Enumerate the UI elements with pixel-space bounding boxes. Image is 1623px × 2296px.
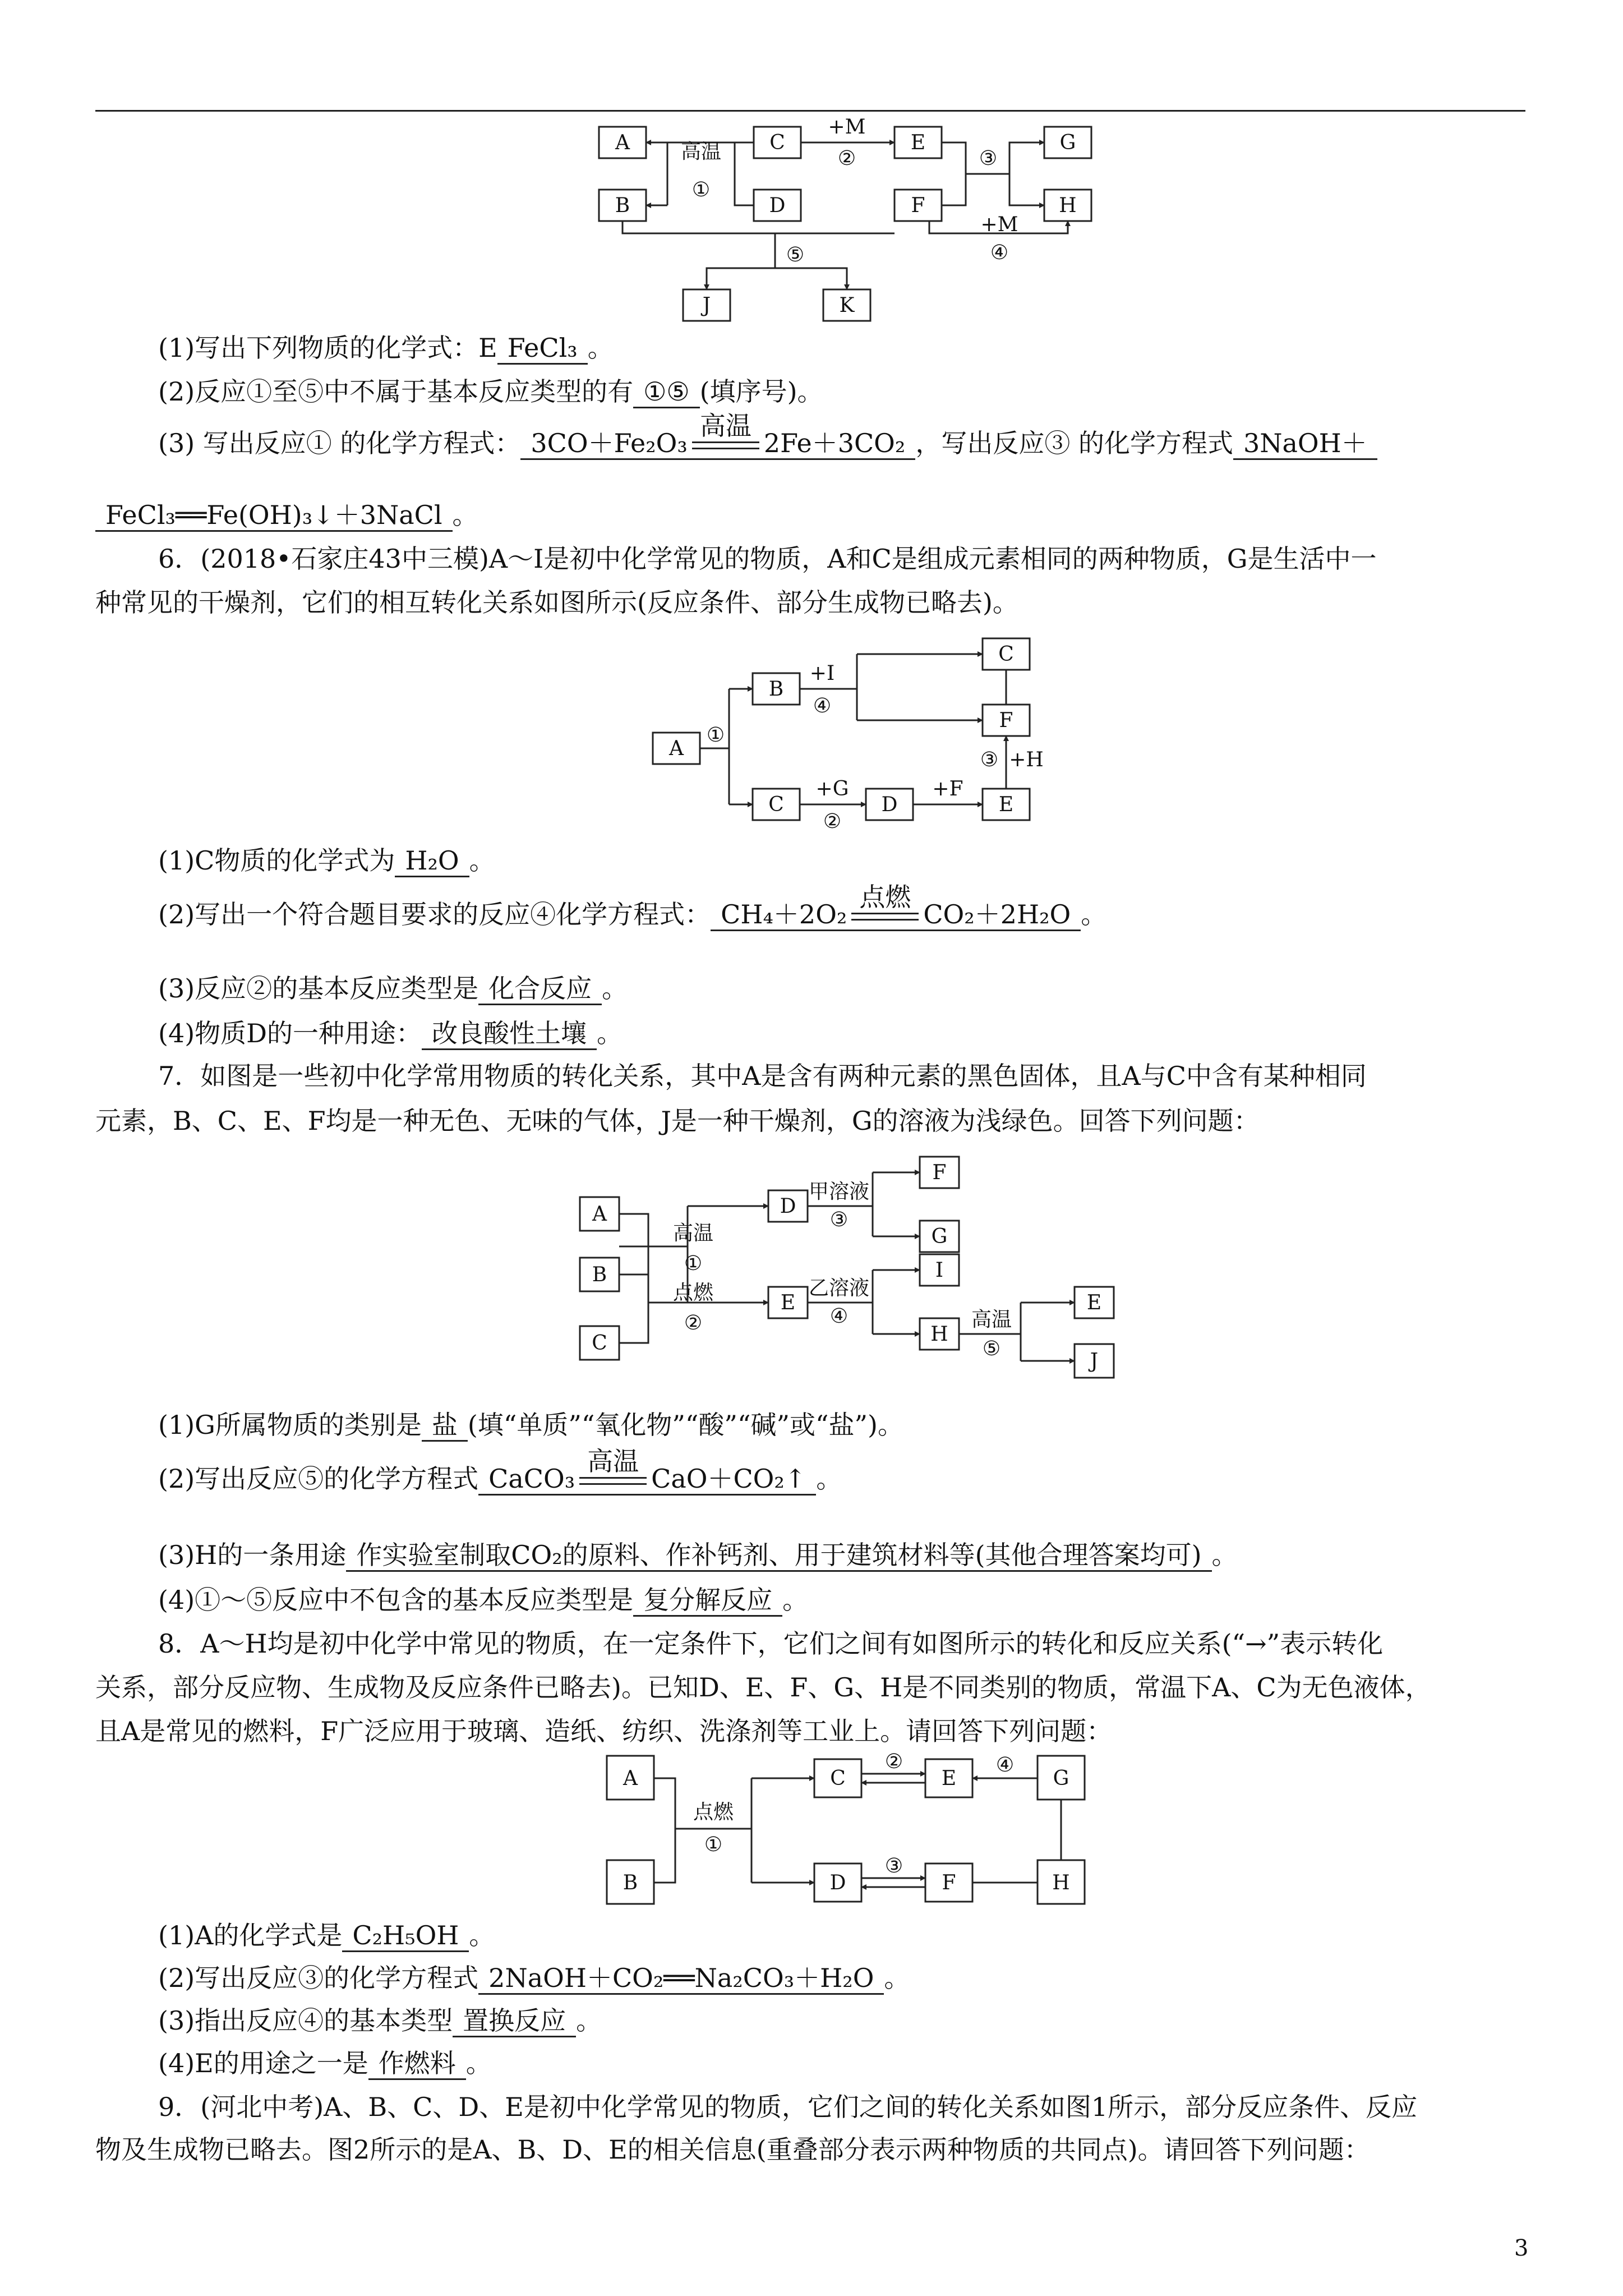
q7-box-h: H xyxy=(930,1323,948,1346)
q6-box-a: A xyxy=(669,737,684,760)
q8-label-3: ③ xyxy=(884,1855,903,1878)
q6-box-f: F xyxy=(999,709,1013,732)
q9-stem-2: 物及生成物已略去。图2所示的是A、B、D、E的相关信息(重叠部分表示两种物质的共同点)。请回答下列问题： xyxy=(95,2134,1370,2165)
q7-line-3: (3)H的一条用途 作实验室制取CO₂的原料、作补钙剂、用于建筑材料等(其他合理答案均可) 。 xyxy=(158,1538,1238,1572)
q8-line-3: (3)指出反应④的基本类型 置换反应 。 xyxy=(158,2004,602,2037)
q5-box-c: C xyxy=(769,131,785,154)
q6-label-plusf: +F xyxy=(932,777,963,800)
q5-answer-4a: 3NaOH＋ xyxy=(1233,428,1377,460)
q7-label-4: ④ xyxy=(829,1305,849,1328)
q5-line-4: FeCl₃══Fe(OH)₃↓＋3NaCl 。 xyxy=(95,498,478,532)
q7-answer-3: 作实验室制取CO₂的原料、作补钙剂、用于建筑材料等(其他合理答案均可) xyxy=(346,1540,1211,1572)
q7-answer-1: 盐 xyxy=(422,1410,468,1442)
q8-diagram xyxy=(0,1750,1623,1924)
q8-box-c: C xyxy=(830,1767,846,1790)
q6-answer-4: 改良酸性土壤 xyxy=(422,1018,597,1050)
q8-answer-2: 2NaOH＋CO₂══Na₂CO₃＋H₂O xyxy=(478,1963,884,1995)
q8-label-4: ④ xyxy=(995,1754,1015,1777)
q6-line-3: (3)反应②的基本反应类型是 化合反应 。 xyxy=(158,972,628,1005)
page-number: 3 xyxy=(1514,2235,1529,2261)
q5-label-2: ② xyxy=(837,147,856,170)
q5-diagram xyxy=(0,0,1623,348)
q8-answer-4: 作燃料 xyxy=(368,2048,466,2080)
q5-label-plusm1: +M xyxy=(828,116,866,139)
q8-box-h: H xyxy=(1052,1871,1070,1894)
q7-label-5: ⑤ xyxy=(982,1337,1001,1360)
q8-stem-1: 8．A～H均是初中化学中常见的物质，在一定条件下，它们之间有如图所示的转化和反应关系(“→”表示转化 xyxy=(158,1628,1384,1659)
q5-answer-1: FeCl₃ xyxy=(497,333,588,365)
q8-box-e: E xyxy=(941,1767,957,1790)
q6-line-2: (2)写出一个符合题目要求的反应④化学方程式： CH₄＋2O₂ 点燃 CO₂＋2H₂O 。 xyxy=(158,875,1106,954)
q8-answer-3: 置换反应 xyxy=(453,2005,576,2037)
q6-line-4: (4)物质D的一种用途： 改良酸性土壤 。 xyxy=(158,1016,623,1050)
q5-box-h: H xyxy=(1059,194,1077,217)
q5-label-plusm2: +M xyxy=(980,213,1018,236)
q7-box-j: J xyxy=(1090,1350,1099,1373)
q7-box-e: E xyxy=(780,1291,796,1314)
q6-box-c-upper: C xyxy=(998,643,1014,666)
q7-line-1: (1)G所属物质的类别是 盐 (填“单质”“氧化物”“酸”“碱”或“盐”)。 xyxy=(158,1408,903,1442)
q6-label-4: ④ xyxy=(813,694,832,717)
q5-box-k: K xyxy=(839,294,855,317)
q7-label-3: ③ xyxy=(829,1208,849,1231)
q7-answer-2: CaCO₃ 高温 CaO＋CO₂↑ xyxy=(478,1447,816,1496)
q7-answer-4: 复分解反应 xyxy=(633,1585,782,1617)
q5-box-f: F xyxy=(911,194,925,217)
q7-box-f: F xyxy=(932,1161,947,1184)
q7-label-gaowen2: 高温 xyxy=(971,1308,1012,1331)
q6-label-plush: +H xyxy=(1009,748,1044,771)
q6-label-plusi: +I xyxy=(809,662,835,685)
q8-box-a: A xyxy=(623,1767,638,1790)
q8-label-dianran: 点燃 xyxy=(693,1801,734,1824)
q5-box-b: B xyxy=(615,194,630,217)
q7-stem-2: 元素，B、C、E、F均是一种无色、无味的气体，J是一种干燥剂，G的溶液为浅绿色。回答下列问题： xyxy=(95,1106,1260,1136)
q7-label-2: ② xyxy=(684,1312,703,1335)
q5-label-5: ⑤ xyxy=(786,243,805,266)
q6-label-2: ② xyxy=(823,810,842,833)
q5-answer-3: 3CO＋Fe₂O₃ 高温 2Fe＋3CO₂ xyxy=(520,411,915,460)
q5-label-1: ① xyxy=(691,178,711,201)
q8-box-d: D xyxy=(829,1871,846,1894)
q9-stem-1: 9．(河北中考)A、B、C、D、E是初中化学常见的物质，它们之间的转化关系如图1所示，部分反应条件、反应 xyxy=(158,2092,1418,2122)
q5-answer-4b: FeCl₃══Fe(OH)₃↓＋3NaCl xyxy=(95,500,453,532)
q8-box-f: F xyxy=(942,1871,956,1894)
q7-box-i: I xyxy=(935,1259,944,1282)
q6-diagram xyxy=(0,628,1623,836)
q8-stem-3: 且A是常见的燃料，F广泛应用于玻璃、造纸、纺织、洗涤剂等工业上。请回答下列问题： xyxy=(95,1716,1113,1746)
q6-stem-2: 种常见的干燥剂，它们的相互转化关系如图所示(反应条件、部分生成物已略去)。 xyxy=(95,587,1018,618)
q7-box-g: G xyxy=(931,1225,948,1248)
q7-box-a: A xyxy=(592,1203,607,1226)
q7-box-c: C xyxy=(592,1332,607,1355)
q8-line-4: (4)E的用途之一是 作燃料 。 xyxy=(158,2046,492,2080)
q6-box-b: B xyxy=(768,678,784,701)
q8-answer-1: C₂H₅OH xyxy=(342,1920,469,1952)
q5-eq-cond: 高温 xyxy=(692,411,759,458)
q5-answer-2: ①⑤ xyxy=(633,376,699,408)
q7-label-gaowen: 高温 xyxy=(672,1222,714,1245)
q8-label-2: ② xyxy=(884,1750,903,1773)
q6-stem-1: 6．(2018•石家庄43中三模)A～I是初中化学常见的物质，A和C是组成元素相同的两种物质，G是生活中一 xyxy=(158,544,1377,574)
q5-box-g: G xyxy=(1059,131,1076,154)
q6-box-c-lower: C xyxy=(768,793,784,816)
q7-box-d: D xyxy=(780,1195,796,1218)
q8-box-b: B xyxy=(623,1871,638,1894)
q5-label-gaowen: 高温 xyxy=(680,140,722,163)
q7-diagram xyxy=(0,1144,1623,1397)
q7-box-e2: E xyxy=(1086,1291,1102,1314)
q7-label-jia: 甲溶液 xyxy=(808,1180,870,1203)
q6-box-e: E xyxy=(998,793,1014,816)
q6-answer-1: H₂O xyxy=(395,845,469,877)
q7-eq-cond: 高温 xyxy=(579,1447,647,1494)
q8-box-g: G xyxy=(1053,1767,1069,1790)
q6-label-plusg: +G xyxy=(815,777,849,800)
q8-line-1: (1)A的化学式是 C₂H₅OH 。 xyxy=(158,1918,495,1952)
q6-label-1: ① xyxy=(706,724,725,747)
q8-line-2: (2)写出反应③的化学方程式 2NaOH＋CO₂══Na₂CO₃＋H₂O 。 xyxy=(158,1961,910,1995)
q7-line-2: (2)写出反应⑤的化学方程式 CaCO₃ 高温 CaO＋CO₂↑ 。 xyxy=(158,1439,842,1518)
q8-label-1: ① xyxy=(704,1833,723,1856)
q6-eq-cond: 点燃 xyxy=(851,882,919,930)
q5-box-e: E xyxy=(910,131,926,154)
q5-line-3: (3) 写出反应① 的化学方程式： 3CO＋Fe₂O₃ 高温 2Fe＋3CO₂ ，写出反应③ 的化学方程式 3NaOH＋ xyxy=(158,404,1377,482)
q6-answer-2: CH₄＋2O₂ 点燃 CO₂＋2H₂O xyxy=(711,882,1081,931)
q7-box-b: B xyxy=(592,1263,607,1286)
q6-answer-3: 化合反应 xyxy=(478,973,602,1005)
q7-label-yi: 乙溶液 xyxy=(808,1277,870,1300)
q7-label-1: ① xyxy=(684,1252,703,1275)
q5-line-2: (2)反应①至⑤中不属于基本反应类型的有 ①⑤ (填序号)。 xyxy=(158,375,823,408)
q6-line-1: (1)C物质的化学式为 H₂O 。 xyxy=(158,844,495,877)
q6-box-d: D xyxy=(881,793,898,816)
q7-stem-1: 7．如图是一些初中化学常用物质的转化关系，其中A是含有两种元素的黑色固体，且A与C中含有某种相同 xyxy=(158,1061,1367,1091)
q5-box-a: A xyxy=(615,131,630,154)
q5-line-1: (1)写出下列物质的化学式：E FeCl₃ 。 xyxy=(158,331,614,365)
q8-stem-2: 关系，部分反应物、生成物及反应条件已略去)。已知D、E、F、G、H是不同类别的物质，常温下A、C为无色液体， xyxy=(95,1672,1431,1703)
q5-label-3: ③ xyxy=(979,147,998,170)
q5-box-d: D xyxy=(769,194,786,217)
q7-label-dianran: 点燃 xyxy=(672,1281,714,1304)
q7-line-4: (4)①～⑤反应中不包含的基本反应类型是 复分解反应 。 xyxy=(158,1583,808,1617)
q5-box-j: J xyxy=(702,294,711,317)
q6-label-3: ③ xyxy=(980,748,999,771)
q5-label-4: ④ xyxy=(990,241,1009,264)
